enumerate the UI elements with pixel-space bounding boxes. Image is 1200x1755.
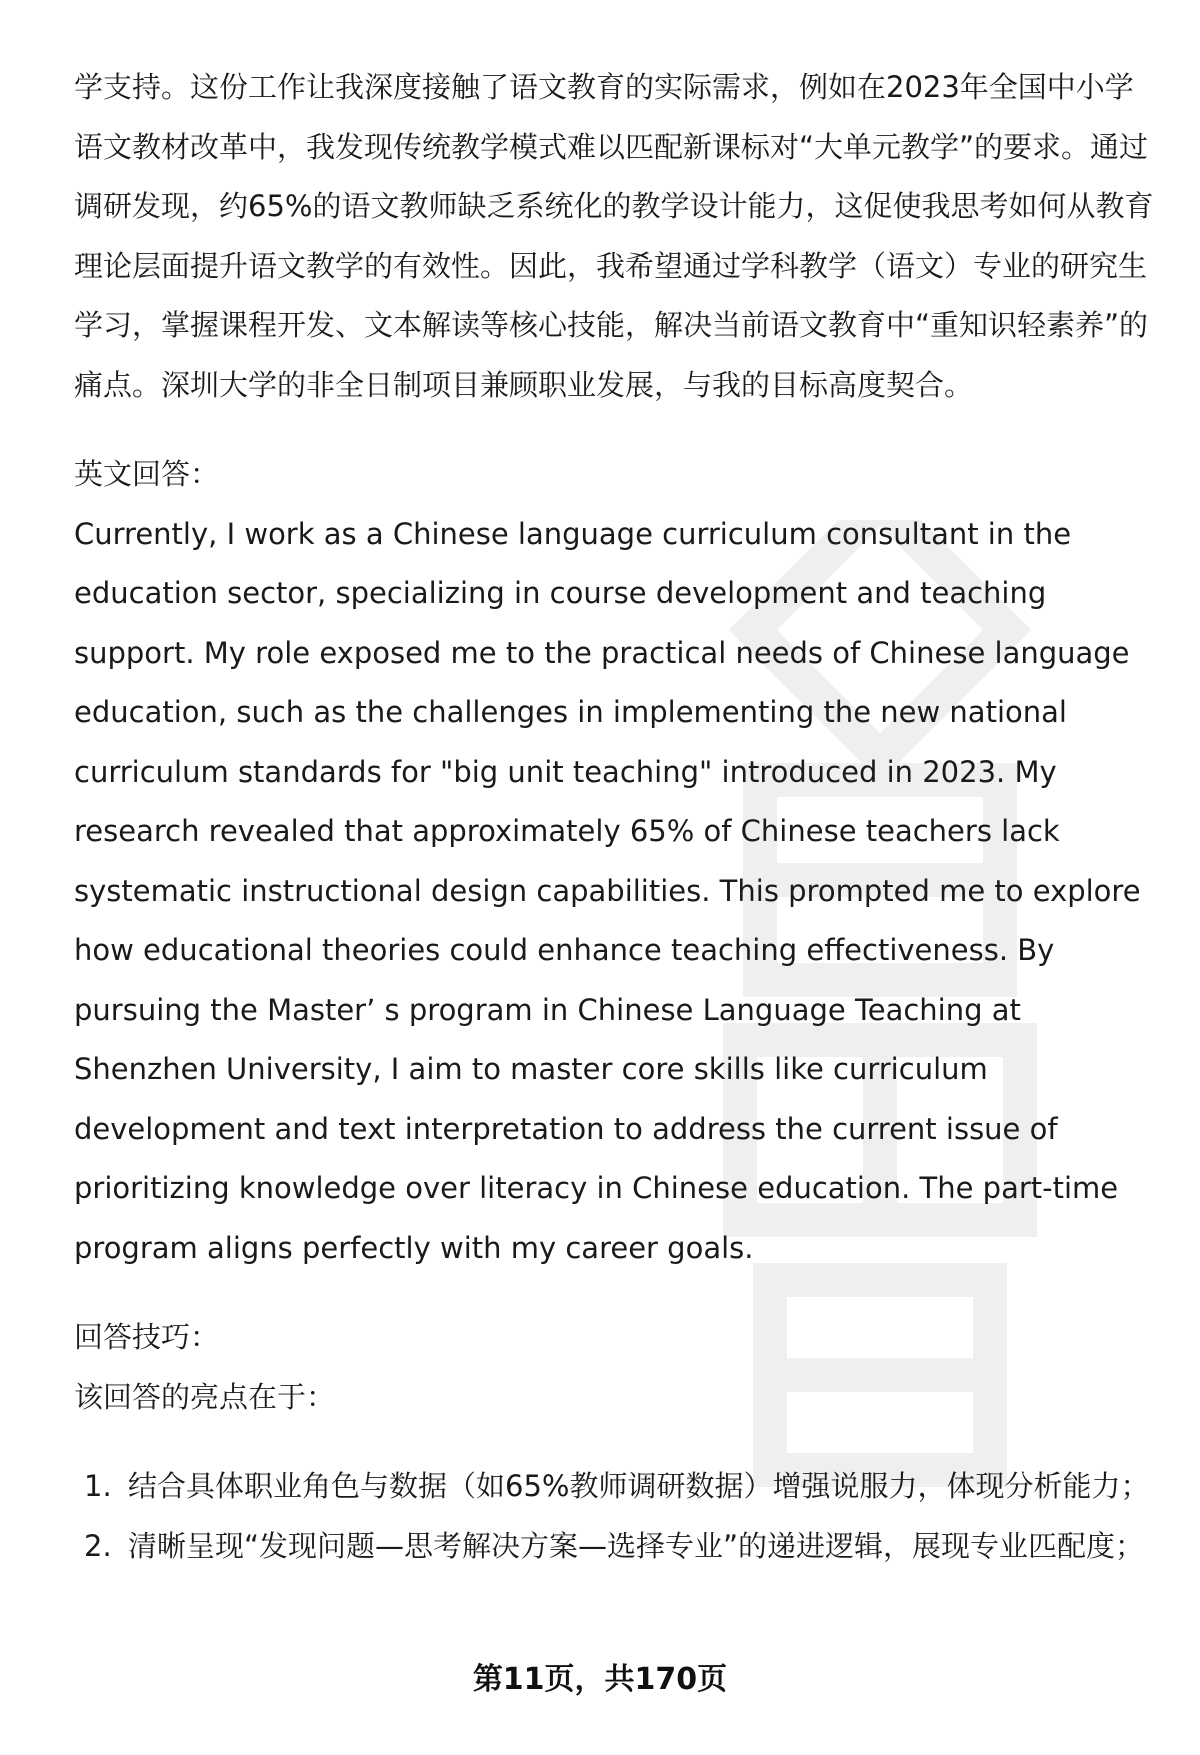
- section-gap: [74, 1278, 1154, 1308]
- list-item-text: 清晰呈现“发现问题—思考解决方案—选择专业”的递进逻辑，展现专业匹配度；: [128, 1528, 1145, 1563]
- section-gap: [74, 415, 1154, 445]
- tips-heading: 回答技巧：: [74, 1320, 220, 1354]
- highlights-list: [74, 1457, 1154, 1576]
- list-item: [74, 1517, 1154, 1577]
- list-item-text: 结合具体职业角色与数据（如65%教师调研数据）增强说服力，体现分析能力；: [128, 1469, 1150, 1503]
- document-content: [74, 58, 1154, 1576]
- tips-subheading: 该回答的亮点在于：: [74, 1379, 336, 1414]
- list-item: [74, 1457, 1154, 1517]
- intro-paragraph: 学支持。这份工作让我深度接触了语文教育的实际需求，例如在2023年全国中小学语文教材改革中，我发现传统教学模式难以匹配新课标对“大单元教学”的要求。通过调研发现，约65%的语文教师缺乏系统化的教学设计能力，这促使我思考如何从教育理论层面提升语文教学的有效性。因此，我希望通过学科教学（语文）专业的研究生学习，掌握课程开发、文本解读等核心技能，解决当前语文教育中“重知识轻素养”的痛点。深圳大学的非全日制项目兼顾职业发展，与我的目标高度契合。: [74, 70, 1154, 402]
- list-item-number: 2.: [84, 1528, 112, 1563]
- section-gap: [74, 1427, 1154, 1457]
- english-answer-heading: 英文回答：: [74, 457, 220, 491]
- page-footer: 第11页，共170页: [472, 1662, 728, 1697]
- english-answer-body: Currently, I work as a Chinese language curriculum consultant in the education sector, specializing in course development and teaching support. My role exposed me to the practical needs of Chinese language education, such as the challenges in implementing the new national curriculum standards for "big unit teaching" introduced in 2023. My research revealed that approximately 65% of Chinese teachers lack systematic instructional design capabilities. This prompted me to explore how educational theories could enhance teaching effectiveness. By pursuing the Master’ s program in Chinese Language Teaching at Shenzhen University, I aim to master core skills like curriculum development and text interpretation to address the current issue of prioritizing knowledge over literacy in Chinese education. The part-time program aligns perfectly with my career goals.: [74, 516, 1141, 1265]
- list-item-number: 1.: [84, 1469, 112, 1503]
